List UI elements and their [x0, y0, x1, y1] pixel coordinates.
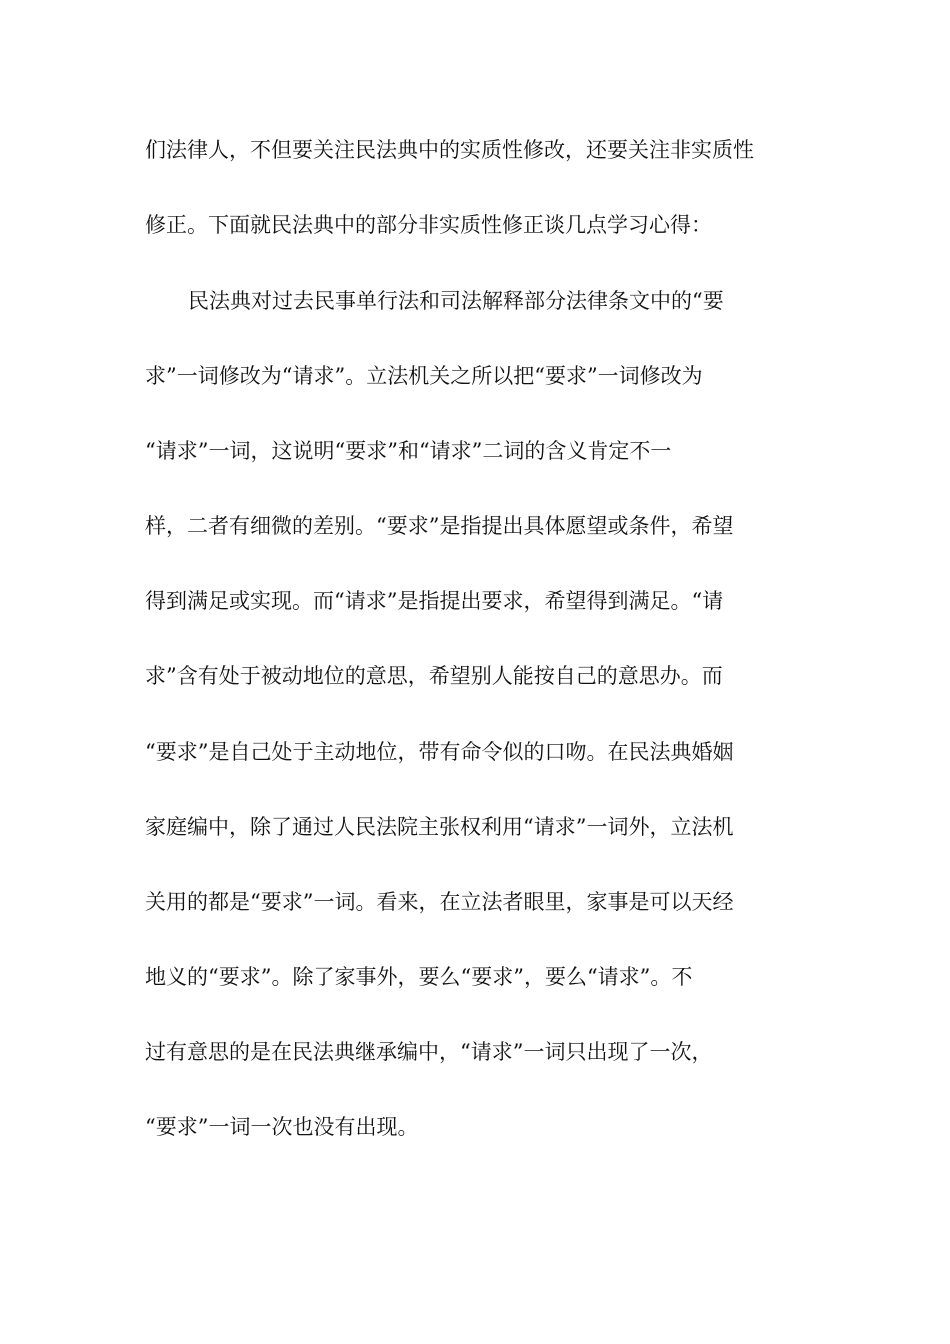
text-line-13: 过有意思的是在民法典继承编中，“请求”一词只出现了一次，	[145, 1040, 713, 1064]
text-line-5: “请求”一词，这说明“要求”和“请求”二词的含义肯定不一	[145, 439, 672, 463]
text-line-14: “要求”一词一次也没有出现。	[145, 1115, 419, 1139]
text-line-2: 修正。下面就民法典中的部分非实质性修正谈几点学习心得：	[145, 213, 712, 237]
text-line-12: 地义的“要求”。除了家事外，要么“要求”，要么“请求”。不	[145, 965, 693, 989]
text-line-8: 求”含有处于被动地位的意思，希望别人能按自己的意思办。而	[145, 664, 723, 688]
text-line-1: 们法律人，不但要关注民法典中的实质性修改，还要关注非实质性	[145, 138, 754, 162]
text-line-9: “要求”是自己处于主动地位，带有命令似的口吻。在民法典婚姻	[145, 740, 734, 764]
text-line-4: 求”一词修改为“请求”。立法机关之所以把“要求”一词修改为	[145, 364, 703, 388]
text-line-10: 家庭编中，除了通过人民法院主张权利用“请求”一词外，立法机	[145, 815, 734, 839]
text-line-7: 得到满足或实现。而“请求”是指提出要求，希望得到满足。“请	[145, 589, 724, 613]
text-line-11: 关用的都是“要求”一词。看来，在立法者眼里，家事是可以天经	[145, 890, 734, 914]
text-line-6: 样，二者有细微的差别。“要求”是指提出具体愿望或条件，希望	[145, 514, 734, 538]
text-line-3: 民法典对过去民事单行法和司法解释部分法律条文中的“要	[188, 289, 724, 313]
